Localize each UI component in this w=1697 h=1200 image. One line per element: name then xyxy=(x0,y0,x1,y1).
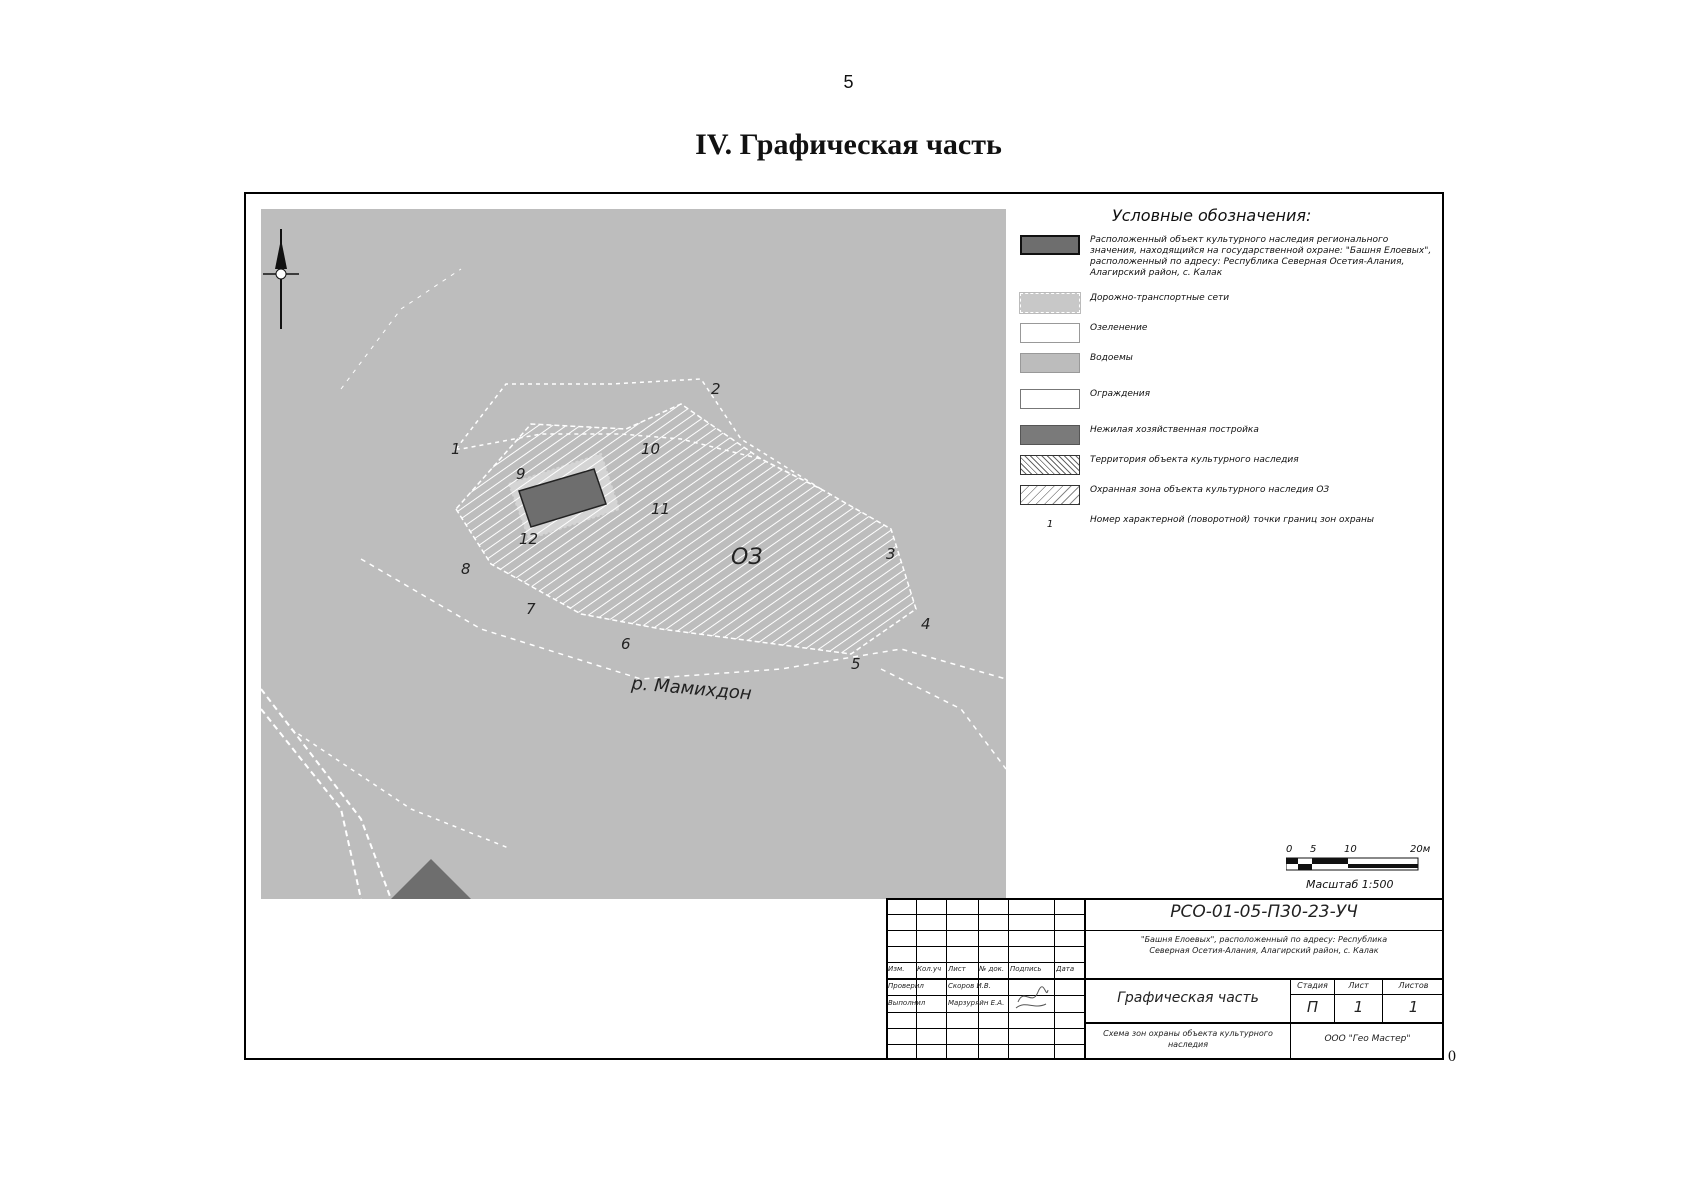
scale-tick: 5 xyxy=(1310,844,1317,855)
sheet-value: 1 xyxy=(1353,998,1364,1016)
legend-label: Расположенный объект культурного наследия регионального значения, находящийся на государственной охране: "Башня Елоевых", расположенный по адресу: Республика Северная Осетия-Алания, Алагирский район, с. Калак xyxy=(1090,235,1432,278)
scale-tick: 0 xyxy=(1286,844,1293,855)
legend-label: Озеленение xyxy=(1090,323,1148,333)
stamp-name: Скоров И.В. xyxy=(948,982,991,990)
legend-label: Нежилая хозяйственная постройка xyxy=(1090,425,1259,435)
legend-swatch xyxy=(1020,389,1080,409)
stamp-header: Дата xyxy=(1056,965,1075,973)
legend xyxy=(1020,206,1440,543)
object-name: "Башня Елоевых", расположенный по адресу: Республика Северная Осетия-Алания, Алагирский район, с. Калак xyxy=(1140,935,1388,955)
legend-item xyxy=(1020,423,1440,453)
legend-label: Водоемы xyxy=(1090,353,1133,363)
point-label: 5 xyxy=(851,655,861,673)
stamp-role: Выполнил xyxy=(888,999,926,1007)
point-label: 8 xyxy=(461,560,471,578)
point-label: 9 xyxy=(516,465,526,483)
legend-swatch xyxy=(1020,323,1080,343)
title-block xyxy=(886,898,1444,1060)
stamp-header: Лист xyxy=(948,965,966,973)
scale-tick: 10 xyxy=(1344,844,1357,855)
point-label: 7 xyxy=(526,600,536,618)
company-name: ООО "Гео Мастер" xyxy=(1324,1034,1411,1044)
drawing-code: РСО-01-05-П30-23-УЧ xyxy=(1170,902,1358,922)
legend-label: Дорожно-транспортные сети xyxy=(1090,293,1230,303)
legend-item xyxy=(1020,321,1440,351)
legend-item xyxy=(1020,233,1440,291)
legend-label: Номер характерной (поворотной) точки границ зон охраны xyxy=(1090,515,1375,525)
legend-point-marker: 1 xyxy=(1046,519,1054,530)
legend-label: Охранная зона объекта культурного наследия ОЗ xyxy=(1090,485,1330,495)
section-name: Графическая часть xyxy=(1117,990,1259,1006)
stamp-header: № док. xyxy=(979,965,1005,973)
site-map xyxy=(261,209,1006,899)
corner-mark: 0 xyxy=(1448,1048,1456,1065)
page-number: 5 xyxy=(843,72,854,92)
point-label: 4 xyxy=(921,615,931,633)
stamp-name: Марзуряйн Е.А. xyxy=(948,999,1005,1007)
legend-swatch xyxy=(1020,485,1080,505)
drawing-sheet xyxy=(244,192,1444,1060)
scale-label: Масштаб 1:500 xyxy=(1306,878,1394,891)
stamp-role: Проверил xyxy=(888,982,924,990)
stamp-header: Изм. xyxy=(888,965,905,973)
point-label: 6 xyxy=(621,635,631,653)
legend-item xyxy=(1020,483,1440,513)
zone-label: ОЗ xyxy=(731,545,763,570)
legend-swatch xyxy=(1020,353,1080,373)
stage-header: Лист xyxy=(1348,981,1369,990)
legend-label: Ограждения xyxy=(1090,389,1151,399)
point-label: 2 xyxy=(711,380,721,398)
page-title: IV. Графическая часть xyxy=(695,128,1002,161)
scale-tick: 20м xyxy=(1410,844,1431,855)
legend-title: Условные обозначения: xyxy=(1112,206,1312,225)
legend-swatch xyxy=(1020,425,1080,445)
drawing-title: Схема зон охраны объекта культурного наследия xyxy=(1103,1029,1273,1049)
legend-label: Территория объекта культурного наследия xyxy=(1090,455,1299,465)
point-label: 3 xyxy=(886,545,896,563)
stage-header: Листов xyxy=(1398,981,1429,990)
legend-item xyxy=(1020,291,1440,321)
legend-swatch xyxy=(1020,235,1080,255)
stamp-header: Кол.уч xyxy=(917,965,942,973)
legend-swatch xyxy=(1020,293,1080,313)
legend-item xyxy=(1020,351,1440,387)
legend-item xyxy=(1020,453,1440,483)
river-label: р. Мамихдон xyxy=(630,673,753,705)
point-label: 12 xyxy=(519,530,539,548)
point-label: 11 xyxy=(651,500,671,518)
point-label: 10 xyxy=(641,440,661,458)
scale-bar xyxy=(1286,842,1446,902)
stage-value: П xyxy=(1306,998,1319,1016)
sheets-value: 1 xyxy=(1408,998,1419,1016)
stage-header: Стадия xyxy=(1297,981,1328,990)
legend-item xyxy=(1020,513,1440,543)
legend-item xyxy=(1020,387,1440,423)
legend-swatch xyxy=(1020,515,1080,535)
point-label: 1 xyxy=(451,440,461,458)
stamp-header: Подпись xyxy=(1010,965,1042,973)
legend-swatch xyxy=(1020,455,1080,475)
signature-image xyxy=(1014,982,1050,1012)
